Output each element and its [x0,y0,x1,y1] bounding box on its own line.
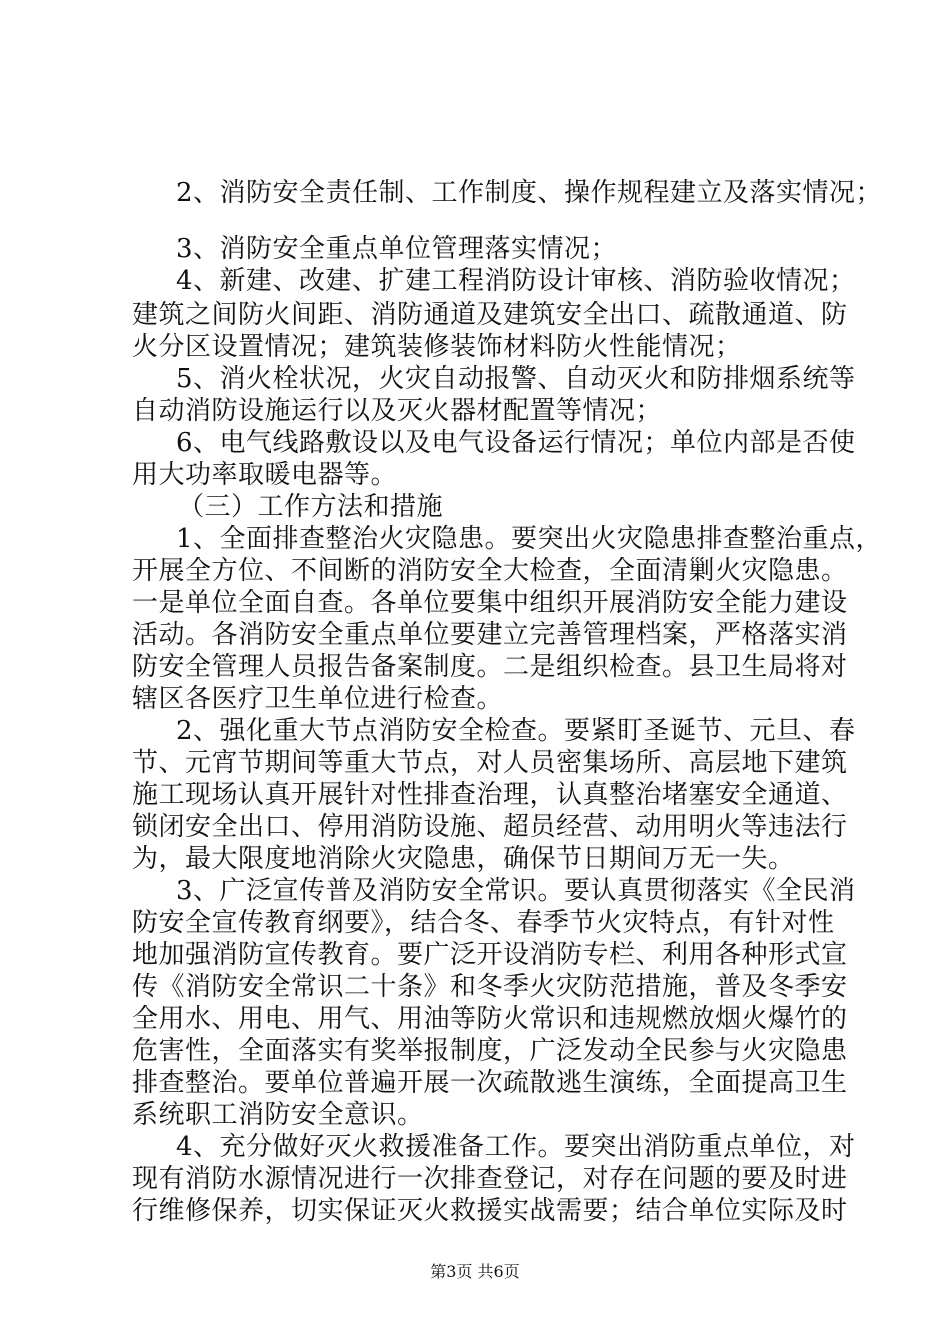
paragraph-line: 一是单位全面自查。各单位要集中组织开展消防安全能力建设 [132,588,848,618]
paragraph-line: 防安全管理人员报告备案制度。二是组织检查。县卫生局将对 [132,652,848,682]
paragraph-line: 地加强消防宣传教育。要广泛开设消防专栏、利用各种形式宣 [132,940,848,970]
paragraph-line: 开展全方位、不间断的消防安全大检查，全面清剿火灾隐患。 [132,556,848,586]
paragraph-line: 2、强化重大节点消防安全检查。要紧盯圣诞节、元旦、春 [176,716,856,746]
paragraph-line: 危害性，全面落实有奖举报制度，广泛发动全民参与火灾隐患 [132,1036,848,1066]
paragraph-line: 全用水、用电、用气、用油等防火常识和违规燃放烟火爆竹的 [132,1004,848,1034]
paragraph-line: 3、广泛宣传普及消防安全常识。要认真贯彻落实《全民消 [176,876,856,906]
paragraph-line: 用大功率取暖电器等。 [132,460,398,490]
paragraph-line: 2、消防安全责任制、工作制度、操作规程建立及落实情况； [176,178,883,208]
paragraph-line: 6、电气线路敷设以及电气设备运行情况；单位内部是否使 [176,428,856,458]
paragraph-line: 1、全面排查整治火灾隐患。要突出火灾隐患排查整治重点， [176,524,883,554]
paragraph-line: 自动消防设施运行以及灭火器材配置等情况； [132,396,663,426]
paragraph-line: 节、元宵节期间等重大节点，对人员密集场所、高层地下建筑 [132,748,848,778]
paragraph-line: 锁闭安全出口、停用消防设施、超员经营、动用明火等违法行 [132,812,848,842]
paragraph-line: 5、消火栓状况，火灾自动报警、自动灭火和防排烟系统等 [176,364,856,394]
paragraph-line: 防安全宣传教育纲要》，结合冬、春季节火灾特点，有针对性 [132,908,835,938]
paragraph-line: 火分区设置情况；建筑装修装饰材料防火性能情况； [132,332,742,362]
paragraph-line: 4、充分做好灭火救援准备工作。要突出消防重点单位，对 [176,1132,856,1162]
paragraph-line: 为，最大限度地消除火灾隐患，确保节日期间万无一失。 [132,844,795,874]
paragraph-line: 系统职工消防安全意识。 [132,1100,424,1130]
page-footer: 第3页 共6页 [430,1262,520,1281]
paragraph-line: 传《消防安全常识二十条》和冬季火灾防范措施，普及冬季安 [132,972,848,1002]
paragraph-line: 辖区各医疗卫生单位进行检查。 [132,684,504,714]
paragraph-line: 4、新建、改建、扩建工程消防设计审核、消防验收情况； [176,266,856,296]
paragraph-line: 3、消防安全重点单位管理落实情况； [176,234,618,264]
paragraph-line: 建筑之间防火间距、消防通道及建筑安全出口、疏散通道、防 [132,300,848,330]
paragraph-line: 活动。各消防安全重点单位要建立完善管理档案，严格落实消 [132,620,848,650]
paragraph-line: 行维修保养，切实保证灭火救援实战需要；结合单位实际及时 [132,1196,848,1226]
paragraph-line: 施工现场认真开展针对性排查治理，认真整治堵塞安全通道、 [132,780,848,810]
paragraph-line: 排查整治。要单位普遍开展一次疏散逃生演练，全面提高卫生 [132,1068,848,1098]
paragraph-line: 现有消防水源情况进行一次排查登记，对存在问题的要及时进 [132,1164,848,1194]
section-heading: （三）工作方法和措施 [178,492,444,522]
